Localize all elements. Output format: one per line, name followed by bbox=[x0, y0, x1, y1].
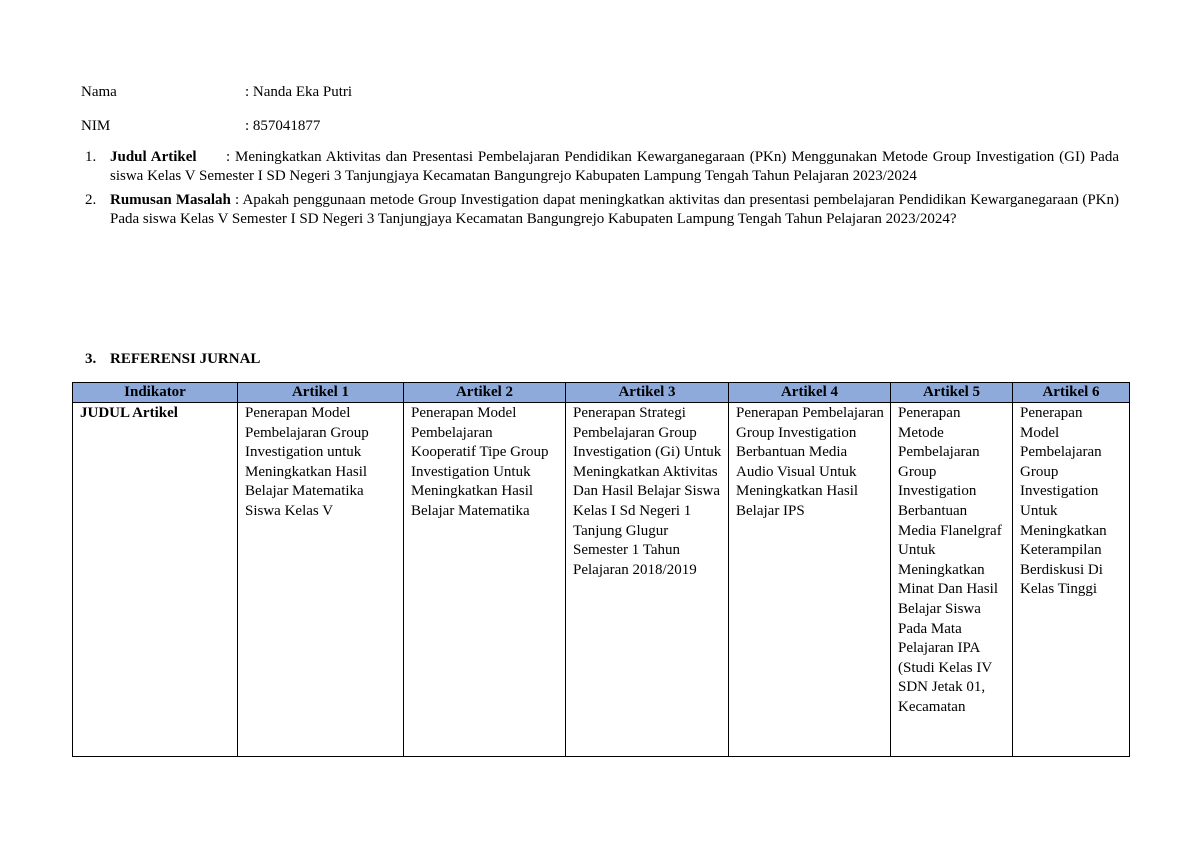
list-item-rumusan bbox=[85, 191, 1119, 229]
section-number: 3. bbox=[85, 351, 97, 367]
table-cell: Penerapan Model Pembelajaran Kooperatif Tipe Group Investigation Untuk Meningkatkan Hasil Belajar Matematika bbox=[404, 403, 566, 757]
column-header: Artikel 3 bbox=[566, 383, 729, 403]
table-cell: Penerapan Pembelajaran Group Investigation Berbantuan Media Audio Visual Untuk Meningkatkan Hasil Belajar IPS bbox=[729, 403, 891, 757]
column-header: Artikel 1 bbox=[238, 383, 404, 403]
nama-label: Nama bbox=[81, 84, 117, 100]
list-item-judul bbox=[85, 148, 1119, 186]
nim-value: : 857041877 bbox=[245, 118, 321, 134]
table-cell: Penerapan Strategi Pembelajaran Group Investigation (Gi) Untuk Meningkatkan Aktivitas Dan Hasil Belajar Siswa Kelas I Sd Negeri 1 Tanjung Glugur Semester 1 Tahun Pelajaran 2018/2019 bbox=[566, 403, 729, 757]
nim-label: NIM bbox=[81, 118, 111, 134]
column-header: Artikel 4 bbox=[729, 383, 891, 403]
section-title bbox=[85, 351, 260, 368]
list-number: 2. bbox=[85, 192, 97, 208]
table-cell: Penerapan Metode Pembelajaran Group Investigation Berbantuan Media Flanelgraf Untuk Meningkatkan Minat Dan Hasil Belajar Siswa Pada Mata Pelajaran IPA (Studi Kelas IV SDN Jetak 01, Kecamatan bbox=[891, 403, 1013, 757]
column-header: Artikel 6 bbox=[1013, 383, 1130, 403]
table-cell: Penerapan Model Pembelajaran Group Investigation Untuk Meningkatkan Keterampilan Berdiskusi Di Kelas Tinggi bbox=[1013, 403, 1130, 757]
numbered-list bbox=[85, 148, 1119, 234]
row-header-cell: JUDUL Artikel bbox=[73, 403, 238, 757]
list-item-text: : Meningkatkan Aktivitas dan Presentasi Pembelajaran Pendidikan Kewarganegaraan (PKn) Menggunakan Metode Group Investigation (GI) Pada siswa Kelas V Semester I SD Negeri 3 Tanjungjaya Kecamatan Bangungrejo Kabupaten Lampung Tengah Tahun Pelajaran 2023/2024 bbox=[110, 149, 1119, 184]
column-header: Artikel 5 bbox=[891, 383, 1013, 403]
table-row bbox=[73, 403, 1130, 757]
table-cell: Penerapan Model Pembelajaran Group Investigation untuk Meningkatkan Hasil Belajar Matematika Siswa Kelas V bbox=[238, 403, 404, 757]
reference-table bbox=[72, 382, 1130, 757]
list-item-label: Rumusan Masalah bbox=[110, 192, 231, 208]
column-header: Indikator bbox=[73, 383, 238, 403]
nama-value: : Nanda Eka Putri bbox=[245, 84, 353, 100]
list-item-text: : Apakah penggunaan metode Group Investigation dapat meningkatkan aktivitas dan presentasi pembelajaran Pendidikan Kewarganegaraan (PKn) Pada siswa Kelas V Semester I SD Negeri 3 Tanjungjaya Kecamatan Bangungrejo Kabupaten Lampung Tengah Tahun Pelajaran 2023/2024? bbox=[110, 192, 1120, 227]
column-header: Artikel 2 bbox=[404, 383, 566, 403]
section-title-text: REFERENSI JURNAL bbox=[110, 351, 261, 367]
list-item-label: Judul Artikel bbox=[110, 149, 197, 165]
list-number: 1. bbox=[85, 149, 97, 165]
table-header-row bbox=[73, 383, 1130, 403]
